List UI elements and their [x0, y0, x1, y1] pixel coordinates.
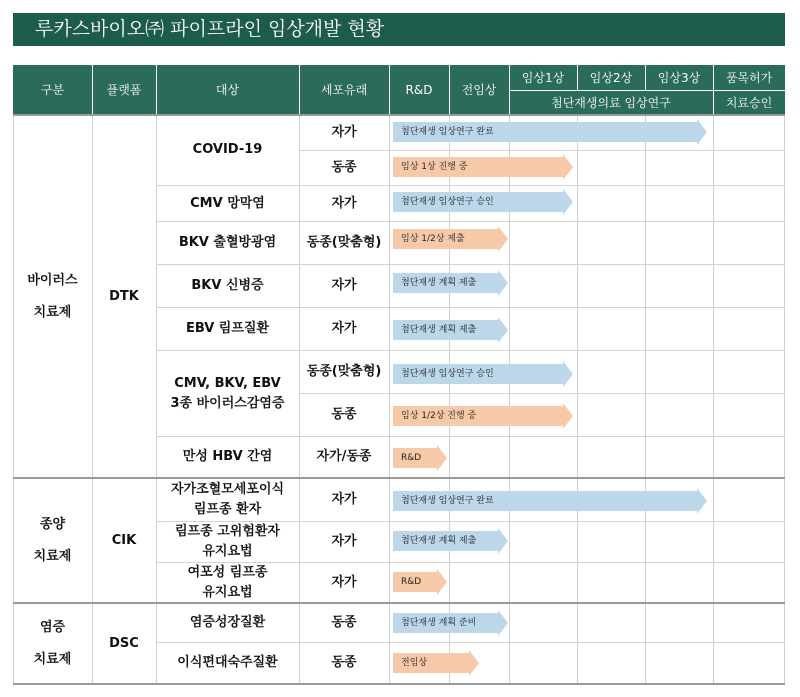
progress-label: R&D	[401, 453, 422, 463]
progress-arrow	[393, 653, 479, 673]
origin-cell: 자가	[331, 124, 357, 140]
header-divider	[509, 90, 785, 91]
header-cell-origin: 세포유래	[299, 65, 389, 115]
target-label: 유지요법	[202, 584, 253, 600]
target-follicular-lymphoma	[156, 563, 299, 602]
header-preclinical: 전임상	[449, 65, 509, 115]
pipeline-table	[13, 65, 785, 685]
origin-cell: 자가	[331, 278, 357, 293]
progress-label: 첨단재생 임상연구 승인	[401, 369, 494, 379]
progress-arrow	[393, 229, 508, 249]
target-chronic-hbv: 만성 HBV 간염	[182, 449, 273, 464]
header-divider	[92, 65, 93, 115]
grid-line	[389, 115, 390, 685]
progress-label: 첨단재생 임상연구 완료	[401, 127, 494, 137]
platform-cik: CIK	[111, 532, 137, 548]
progress-arrow	[393, 364, 573, 384]
progress-label: 첨단재생 임상연구 완료	[401, 496, 494, 506]
progress-arrow	[393, 613, 508, 633]
target-bkv-nephropathy: BKV 신병증	[191, 278, 264, 293]
header-target: 대상	[156, 65, 299, 115]
category-label: 종양	[39, 516, 66, 532]
origin-cell: 동종(맞춤형)	[306, 364, 382, 379]
target-bkv-hemorrhagic-cystitis: BKV 출혈방광염	[178, 235, 277, 250]
header-phase3: 임상3상	[645, 65, 713, 90]
progress-label: 첨단재생 계획 제출	[401, 536, 477, 546]
origin-cell: 자가	[331, 534, 357, 549]
origin-cell: 자가	[331, 321, 357, 336]
progress-arrow	[393, 572, 447, 592]
header-treatment-approval: 치료승인	[713, 90, 785, 115]
progress-arrow	[393, 406, 573, 426]
page-title: 루카스바이오㈜ 파이프라인 임상개발 현황	[35, 18, 385, 40]
target-high-risk-lymphoma	[156, 522, 299, 562]
platform-dsc: DSC	[109, 636, 139, 651]
progress-arrow	[393, 491, 707, 511]
category-label: 바이러스	[27, 272, 78, 288]
origin-cell: 동종	[331, 407, 357, 422]
target-label: 3종 바이러스감염증	[170, 395, 285, 411]
platform-dtk: DTK	[109, 288, 139, 304]
header-divider	[645, 65, 646, 90]
category-virus	[13, 115, 92, 478]
progress-label: R&D	[401, 577, 422, 587]
header-rnd: R&D	[389, 65, 449, 115]
target-label: COVID-19	[192, 142, 263, 157]
target-covid19	[156, 115, 299, 185]
origin-cell: 동종(맞춤형)	[306, 235, 382, 250]
header-divider	[577, 65, 578, 90]
header-divider	[156, 65, 157, 115]
progress-arrow	[393, 122, 707, 142]
origin-cell: 동종	[331, 160, 357, 175]
target-ibd: 염증성장질환	[189, 615, 266, 630]
grid-line	[577, 115, 578, 685]
origin-cell: 동종	[331, 615, 357, 630]
progress-arrow	[393, 531, 508, 551]
target-gvhd: 이식편대숙주질환	[177, 655, 278, 670]
target-label: 유지요법	[202, 544, 253, 559]
category-label: 치료제	[33, 304, 72, 320]
progress-arrow	[393, 320, 508, 340]
progress-arrow	[393, 448, 447, 468]
origin-cell: 자가	[331, 574, 357, 590]
header-phase1: 임상1상	[509, 65, 577, 90]
origin-cell: 자가/동종	[316, 449, 372, 464]
grid-line	[713, 115, 714, 685]
progress-label: 첨단재생 임상연구 승인	[401, 197, 494, 207]
header-divider	[389, 65, 390, 115]
origin-cell: 자가	[331, 492, 357, 507]
target-triple-virus	[156, 351, 299, 436]
target-label: 림프종 고위험환자	[175, 524, 280, 539]
progress-arrow	[393, 192, 573, 212]
category-label: 치료제	[33, 548, 72, 564]
progress-label: 첨단재생 계획 제출	[401, 325, 477, 335]
target-ebv-lymphoproliferative: EBV 림프질환	[185, 321, 270, 336]
progress-label: 첨단재생 계획 준비	[401, 618, 477, 628]
header-advanced-study: 첨단재생의료 임상연구	[509, 90, 713, 115]
grid-line	[784, 115, 785, 685]
target-cmv-retinitis: CMV 망막염	[190, 195, 265, 211]
header-divider	[449, 65, 450, 115]
target-label: 림프종 환자	[193, 502, 262, 517]
progress-label: 전임상	[401, 658, 428, 668]
target-label: CMV, BKV, EBV	[174, 375, 281, 391]
category-label: 치료제	[33, 652, 72, 667]
category-inflammation	[13, 604, 92, 684]
header-divider	[299, 65, 300, 115]
header-phase2: 임상2상	[577, 65, 645, 90]
title-bar	[13, 13, 785, 46]
origin-cell: 동종	[331, 655, 357, 670]
header-category: 구분	[13, 65, 92, 115]
progress-arrow	[393, 157, 573, 177]
progress-label: 첨단재생 계획 제출	[401, 278, 477, 288]
header-approval: 품목허가	[713, 65, 785, 90]
progress-label: 임상 1상 진행 중	[401, 162, 468, 172]
target-label: 여포성 림프종	[187, 564, 268, 580]
target-autologous-lymphoma	[156, 479, 299, 521]
category-label: 염증	[39, 620, 66, 635]
header-platform: 플랫폼	[92, 65, 156, 115]
grid-line	[645, 115, 646, 685]
progress-label: 임상 1/2상 진행 중	[401, 411, 477, 421]
progress-label: 임상 1/2상 제출	[401, 234, 465, 244]
target-label: 자가조혈모세포이식	[170, 482, 285, 497]
origin-cell: 자가	[331, 195, 357, 211]
progress-arrow	[393, 273, 508, 293]
category-tumor	[13, 479, 92, 602]
